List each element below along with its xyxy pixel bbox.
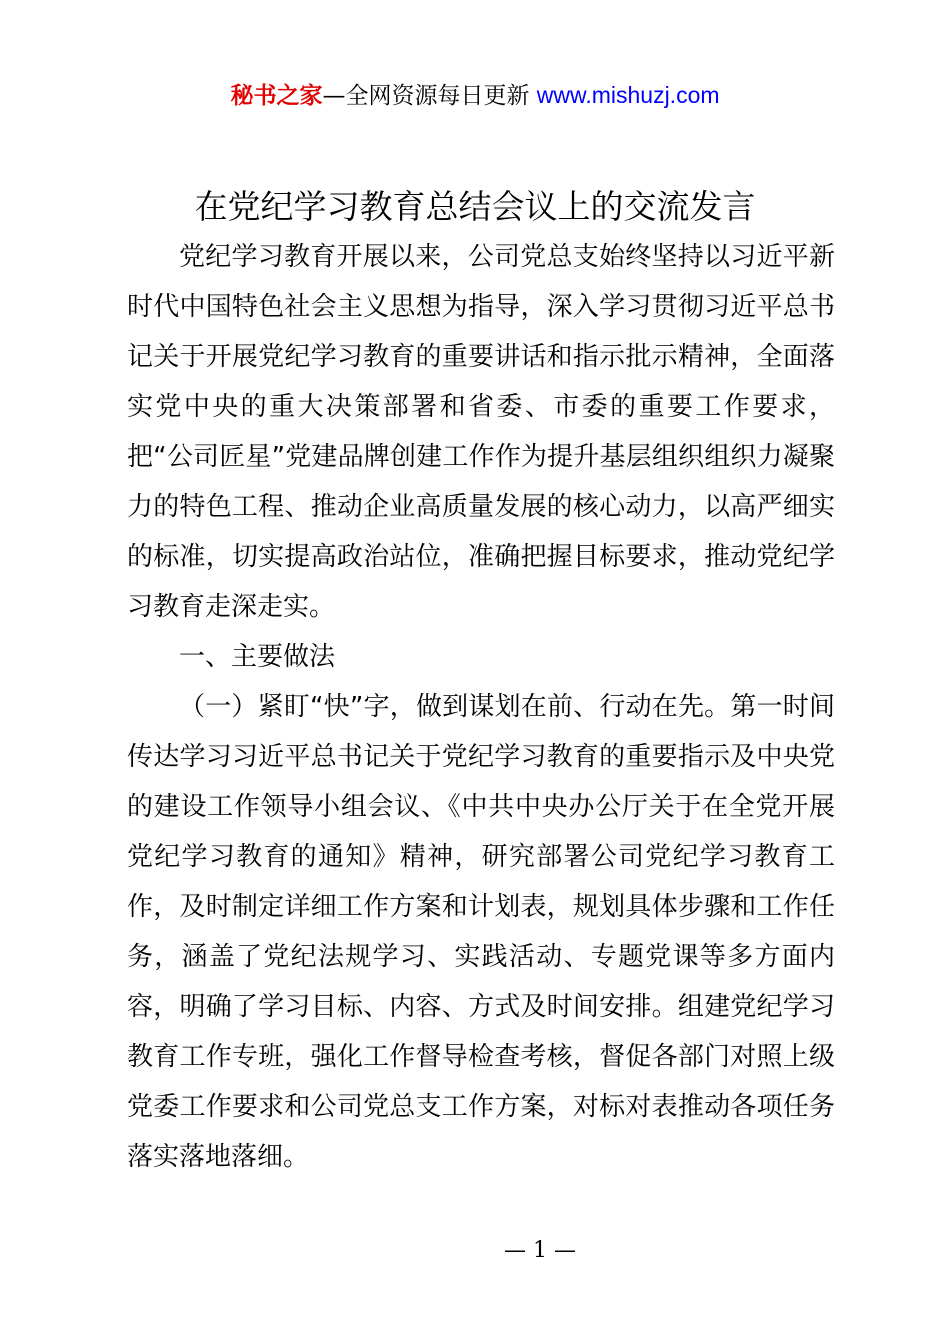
page-number: — 1 — <box>504 1238 576 1263</box>
section-heading: 一、主要做法 <box>179 642 336 672</box>
intro-paragraph: 党纪学习教育开展以来，公司党总支始终坚持以习近平新时代中国特色社会主义思想为指导，深入学习贯彻习近平总书记关于开展党纪学习教育的重要讲话和指示批示精神，全面落实党中央的重大决策部署和省委、市委的重要工作要求，把“公司匠星”党建品牌创建工作作为提升基层组织组织力凝聚力的特色工程、推动企业高质量发展的核心动力，以高严细实的标准，切实提高政治站位，准确把握目标要求，推动党纪学习教育走深走实。 <box>127 242 835 622</box>
site-tagline: —全网资源每日更新 <box>322 83 537 109</box>
site-url-link[interactable]: www.mishuzj.com <box>536 82 720 108</box>
site-name: 秘书之家 <box>230 83 323 109</box>
site-header <box>0 78 950 113</box>
section-paragraph: （一）紧盯“快”字，做到谋划在前、行动在先。第一时间传达学习习近平总书记关于党纪学习教育的重要指示及中央党的建设工作领导小组会议、《中共中央办公厅关于在全党开展党纪学习教育的通知》精神，研究部署公司党纪学习教育工作，及时制定详细工作方案和计划表，规划具体步骤和工作任务，涵盖了党纪法规学习、实践活动、专题党课等多方面内容，明确了学习目标、内容、方式及时间安排。组建党纪学习教育工作专班，强化工作督导检查考核，督促各部门对照上级党委工作要求和公司党总支工作方案，对标对表推动各项任务落实落地落细。 <box>127 692 835 1172</box>
document-body <box>127 232 835 1182</box>
document-title: 在党纪学习教育总结会议上的交流发言 <box>194 187 756 226</box>
